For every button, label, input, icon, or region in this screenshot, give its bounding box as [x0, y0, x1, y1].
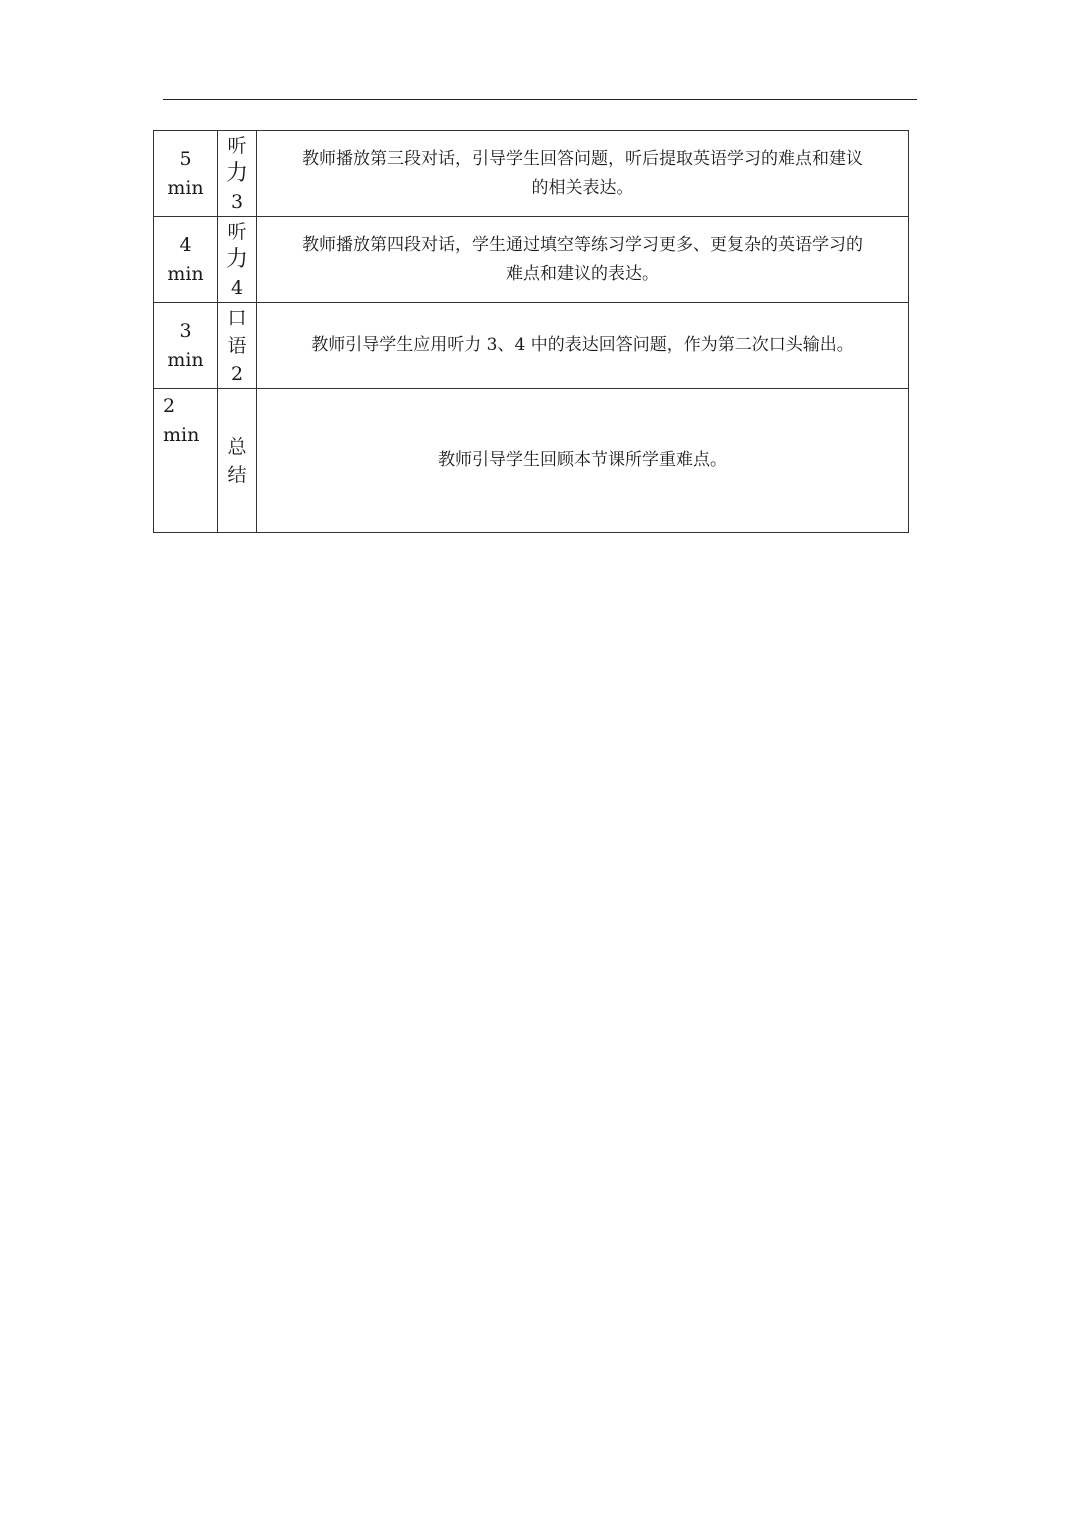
description-line: 的相关表达。: [531, 177, 634, 198]
time-unit: min: [167, 262, 204, 285]
stage-char: 力: [225, 246, 248, 272]
description-cell: [257, 217, 909, 303]
description-line: 教师引导学生应用听力 3、4 中的表达回答问题，作为第二次口头输出。: [311, 335, 854, 355]
table-row: [154, 389, 909, 533]
description-cell: [257, 303, 909, 389]
description-cell: [257, 131, 909, 217]
stage-cell: [218, 131, 257, 217]
time-cell: [154, 131, 218, 217]
time-unit: min: [167, 176, 204, 199]
stage-char: 总: [227, 435, 247, 458]
description-line: 教师播放第四段对话，学生通过填空等练习学习更多、更复杂的英语学习的: [302, 234, 863, 255]
time-number: 3: [179, 319, 192, 342]
description-line: 教师引导学生回顾本节课所学重难点。: [438, 450, 727, 470]
description-line: 难点和建议的表达。: [506, 263, 659, 284]
time-number: 2: [163, 395, 176, 417]
description-cell: [257, 389, 909, 533]
time-cell: [154, 389, 218, 533]
stage-char: 结: [227, 463, 247, 486]
stage-char: 2: [230, 362, 244, 385]
table-row: [154, 131, 909, 217]
time-cell: [154, 303, 218, 389]
stage-char: 口: [227, 306, 247, 329]
stage-cell: [218, 389, 257, 533]
lesson-plan-table: [153, 130, 909, 533]
time-unit: min: [163, 424, 200, 446]
stage-char: 力: [225, 160, 248, 186]
time-number: 5: [179, 147, 192, 170]
stage-char: 语: [227, 334, 247, 357]
stage-char: 听: [227, 220, 247, 243]
table-row: [154, 217, 909, 303]
table-row: [154, 303, 909, 389]
stage-char: 4: [230, 276, 244, 299]
header-rule: [163, 99, 917, 100]
stage-cell: [218, 303, 257, 389]
time-number: 4: [179, 233, 192, 256]
stage-char: 听: [227, 134, 247, 157]
stage-char: 3: [230, 190, 244, 213]
time-cell: [154, 217, 218, 303]
time-unit: min: [167, 348, 204, 371]
description-line: 教师播放第三段对话，引导学生回答问题，听后提取英语学习的难点和建议: [302, 148, 863, 169]
stage-cell: [218, 217, 257, 303]
